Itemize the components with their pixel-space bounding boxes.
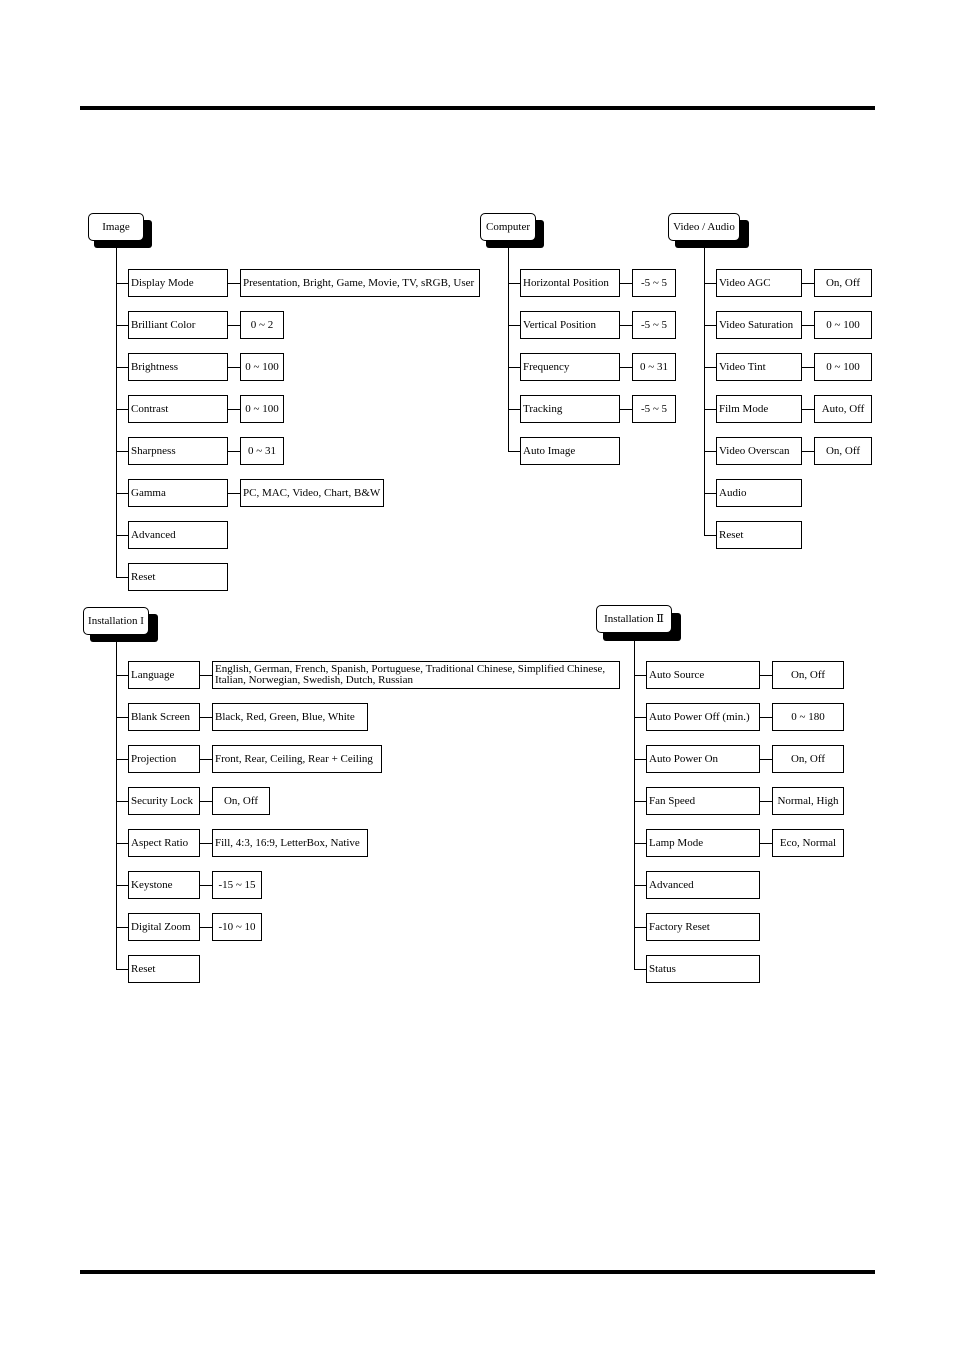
video-item-tint: Video Tint: [716, 353, 802, 381]
image-item-contrast: Contrast: [128, 395, 228, 423]
install2-item-status: Status: [646, 955, 760, 983]
image-item-brightness: Brightness: [128, 353, 228, 381]
computer-value-tracking: -5 ~ 5: [632, 395, 676, 423]
install1-value-digital-zoom: -10 ~ 10: [212, 913, 262, 941]
image-item-advanced: Advanced: [128, 521, 228, 549]
install1-value-security-lock: On, Off: [212, 787, 270, 815]
install2-item-lamp-mode: Lamp Mode: [646, 829, 760, 857]
image-value-gamma: PC, MAC, Video, Chart, B&W: [240, 479, 384, 507]
install1-value-language: [212, 661, 620, 689]
install2-item-advanced: Advanced: [646, 871, 760, 899]
computer-value-frequency: 0 ~ 31: [632, 353, 676, 381]
install1-value-keystone: -15 ~ 15: [212, 871, 262, 899]
install2-item-auto-power-off: Auto Power Off (min.): [646, 703, 760, 731]
image-menu-header: Image: [88, 213, 144, 241]
video-audio-menu-spine: [704, 241, 705, 535]
language-values-line-2: Italian, Norwegian, Swedish, Dutch, Russian: [215, 674, 413, 686]
install1-item-aspect-ratio: Aspect Ratio: [128, 829, 200, 857]
bottom-rule: [80, 1270, 875, 1274]
computer-value-horizontal-position: -5 ~ 5: [632, 269, 676, 297]
image-item-sharpness: Sharpness: [128, 437, 228, 465]
language-values-line-1: English, German, French, Spanish, Portuguese, Traditional Chinese, Simplified Chinese,: [215, 663, 606, 675]
video-value-saturation: 0 ~ 100: [814, 311, 872, 339]
install1-item-keystone: Keystone: [128, 871, 200, 899]
install2-value-auto-source: On, Off: [772, 661, 844, 689]
video-item-film-mode: Film Mode: [716, 395, 802, 423]
install1-value-blank-screen: Black, Red, Green, Blue, White: [212, 703, 368, 731]
install1-value-projection: Front, Rear, Ceiling, Rear + Ceiling: [212, 745, 382, 773]
video-item-agc: Video AGC: [716, 269, 802, 297]
install1-item-digital-zoom: Digital Zoom: [128, 913, 200, 941]
computer-value-vertical-position: -5 ~ 5: [632, 311, 676, 339]
image-value-contrast: 0 ~ 100: [240, 395, 284, 423]
video-value-tint: 0 ~ 100: [814, 353, 872, 381]
video-item-reset: Reset: [716, 521, 802, 549]
installation1-menu-header: Installation I: [83, 607, 149, 635]
install2-value-fan-speed: Normal, High: [772, 787, 844, 815]
video-value-agc: On, Off: [814, 269, 872, 297]
installation1-menu-spine: [116, 635, 117, 969]
install2-value-auto-power-off: 0 ~ 180: [772, 703, 844, 731]
computer-menu-header: Computer: [480, 213, 536, 241]
image-item-gamma: Gamma: [128, 479, 228, 507]
install1-item-reset: Reset: [128, 955, 200, 983]
install1-item-projection: Projection: [128, 745, 200, 773]
image-value-brightness: 0 ~ 100: [240, 353, 284, 381]
computer-item-vertical-position: Vertical Position: [520, 311, 620, 339]
video-item-audio: Audio: [716, 479, 802, 507]
image-value-sharpness: 0 ~ 31: [240, 437, 284, 465]
video-value-overscan: On, Off: [814, 437, 872, 465]
image-item-display-mode: Display Mode: [128, 269, 228, 297]
video-item-overscan: Video Overscan: [716, 437, 802, 465]
top-rule: [80, 106, 875, 110]
computer-item-frequency: Frequency: [520, 353, 620, 381]
image-item-reset: Reset: [128, 563, 228, 591]
install1-item-blank-screen: Blank Screen: [128, 703, 200, 731]
install2-item-auto-power-on: Auto Power On: [646, 745, 760, 773]
image-item-brilliant-color: Brilliant Color: [128, 311, 228, 339]
install2-item-fan-speed: Fan Speed: [646, 787, 760, 815]
computer-item-horizontal-position: Horizontal Position: [520, 269, 620, 297]
computer-item-auto-image: Auto Image: [520, 437, 620, 465]
install2-item-factory-reset: Factory Reset: [646, 913, 760, 941]
installation2-menu-header: Installation Ⅱ: [596, 605, 672, 633]
image-value-brilliant-color: 0 ~ 2: [240, 311, 284, 339]
video-audio-menu-header: Video / Audio: [668, 213, 740, 241]
install2-item-auto-source: Auto Source: [646, 661, 760, 689]
image-value-display-mode: Presentation, Bright, Game, Movie, TV, sRGB, User: [240, 269, 480, 297]
install1-value-aspect-ratio: Fill, 4:3, 16:9, LetterBox, Native: [212, 829, 368, 857]
video-value-film-mode: Auto, Off: [814, 395, 872, 423]
install1-item-security-lock: Security Lock: [128, 787, 200, 815]
computer-item-tracking: Tracking: [520, 395, 620, 423]
install2-value-lamp-mode: Eco, Normal: [772, 829, 844, 857]
video-item-saturation: Video Saturation: [716, 311, 802, 339]
install1-item-language: Language: [128, 661, 200, 689]
install2-value-auto-power-on: On, Off: [772, 745, 844, 773]
computer-menu-spine: [508, 241, 509, 451]
